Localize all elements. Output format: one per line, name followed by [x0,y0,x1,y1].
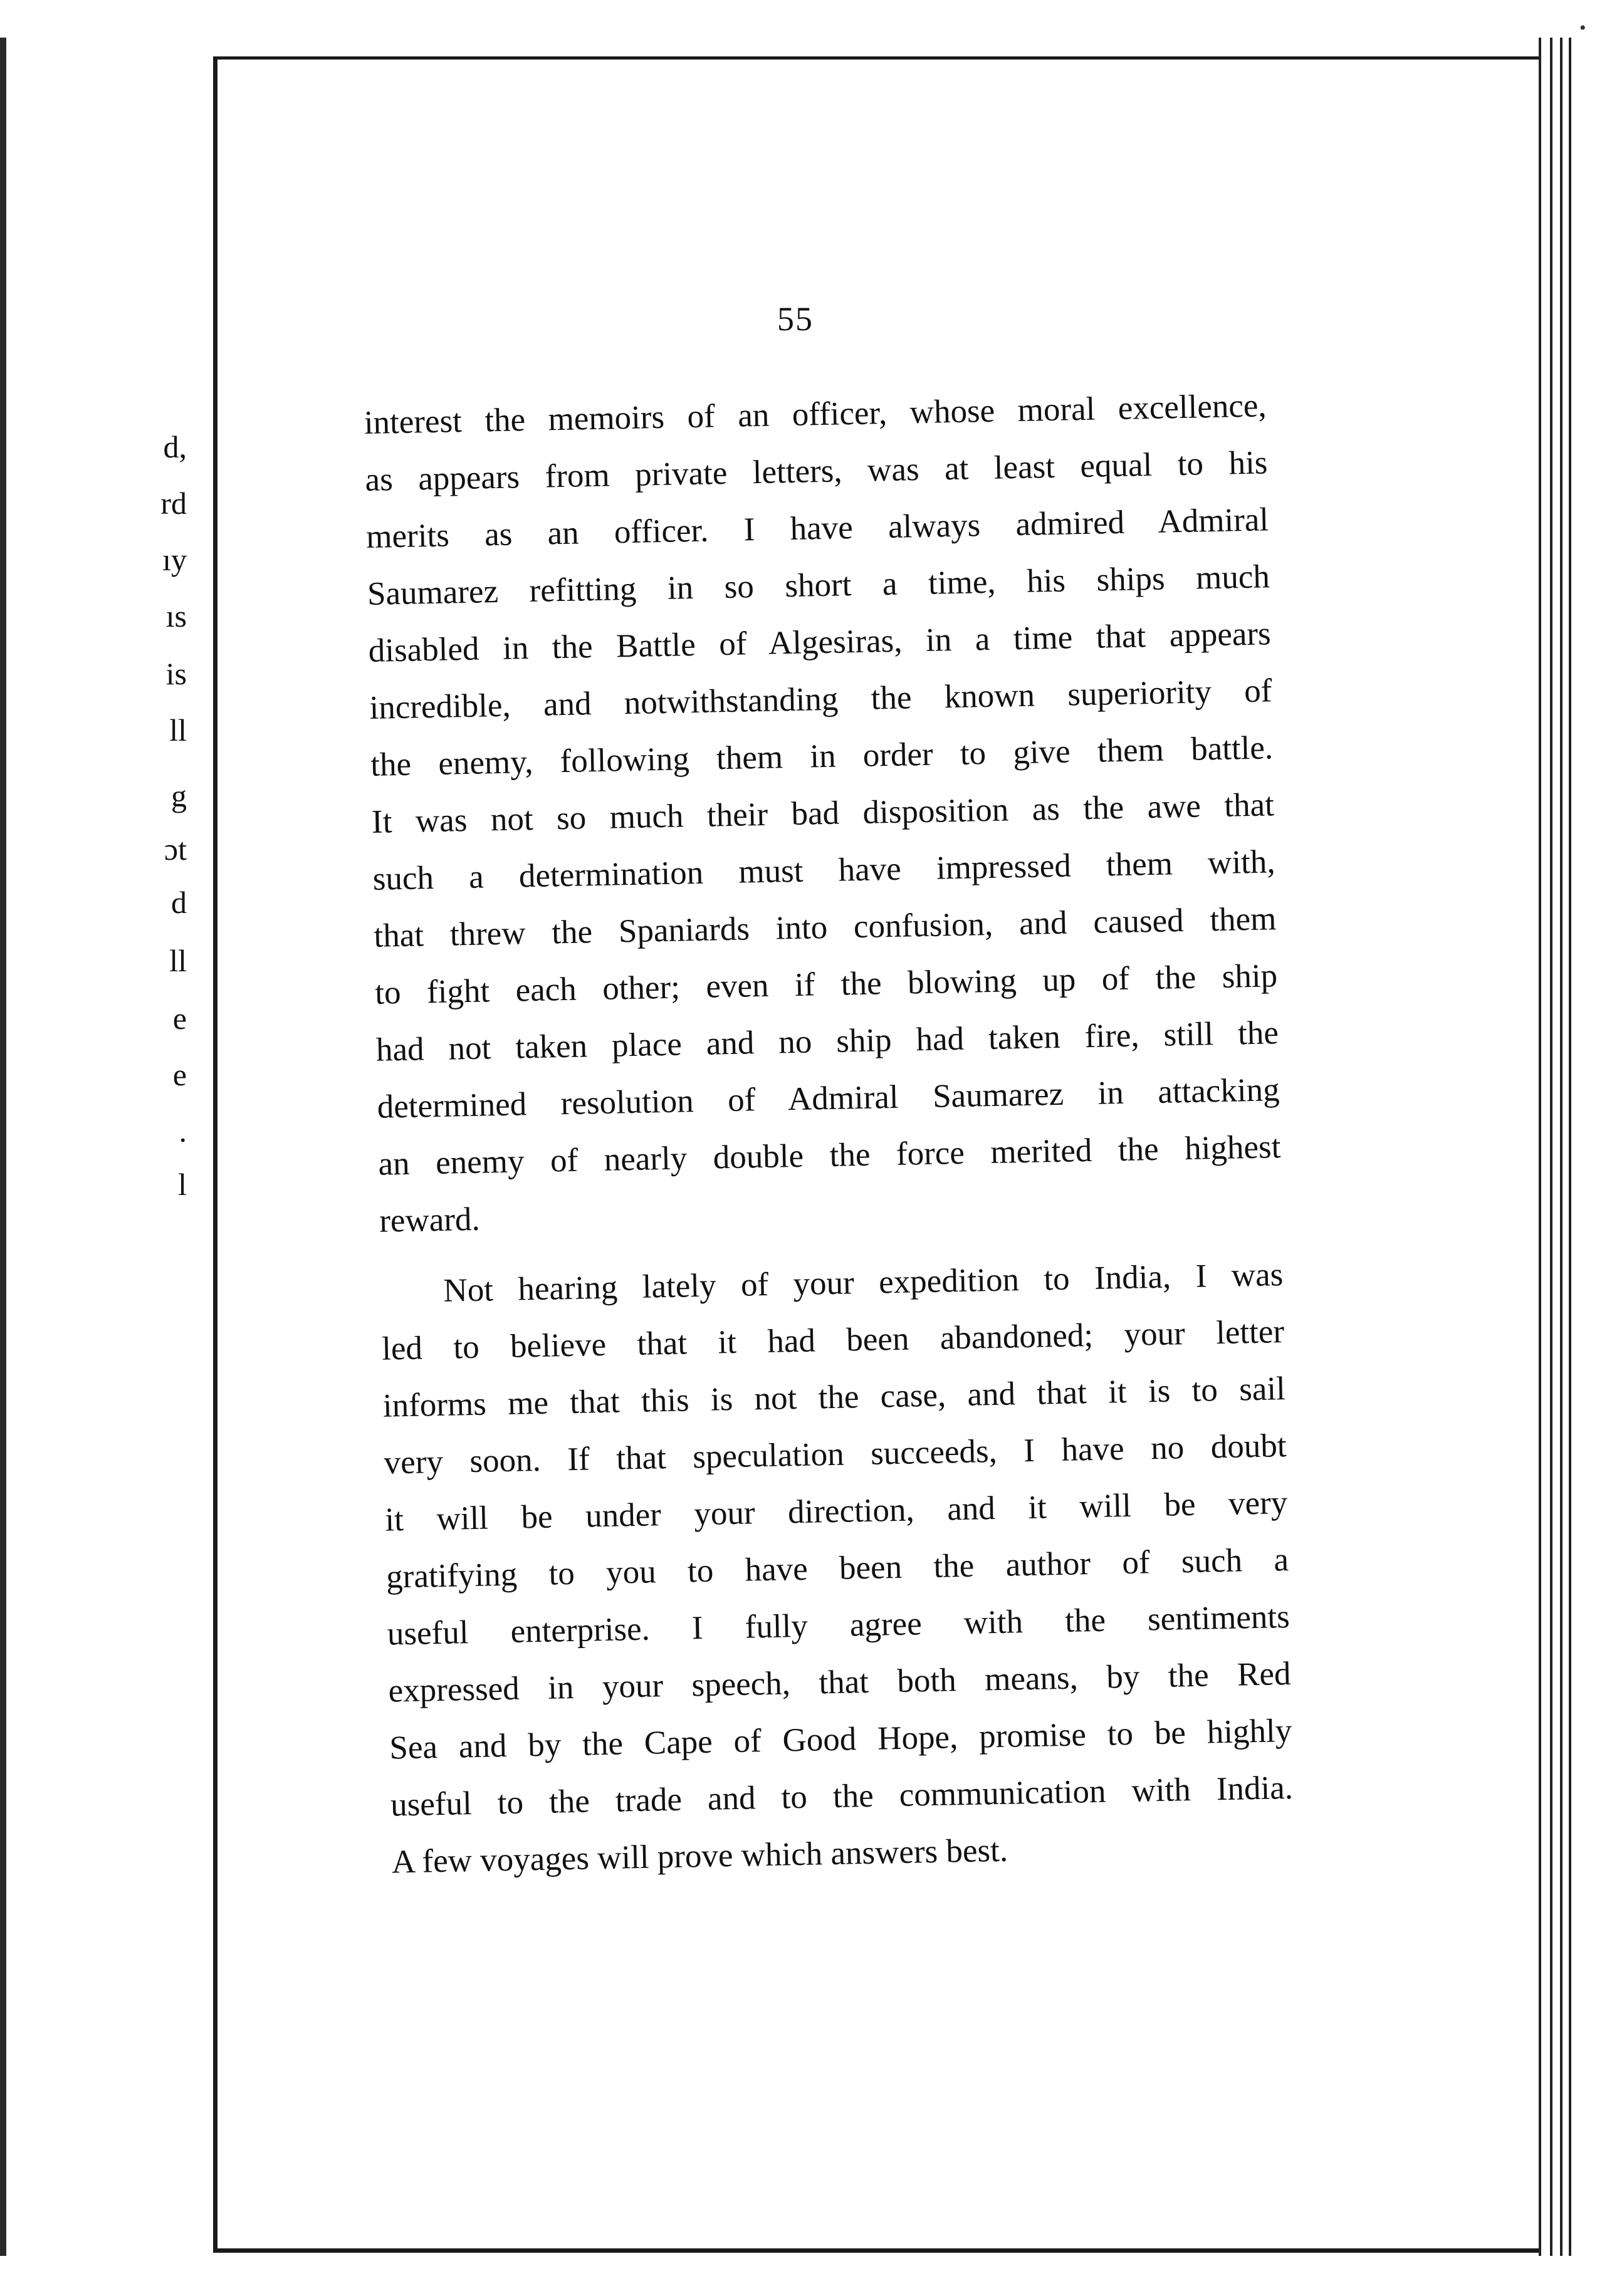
text-line: the enemy, following them in order to give them battle. [370,729,1274,783]
text-line: useful enterprise. I fully agree with the sentiments [387,1598,1290,1652]
text-line: reward. [379,1201,481,1239]
text-line: gratifying to you to have been the author of such a [385,1542,1289,1595]
left-line-ending: d [171,885,187,920]
left-line-ending: g [171,778,187,813]
left-line-ending: rd [160,486,187,521]
text-line: merits as an officer. I have always admired Admiral [365,501,1269,555]
page-edge-line [1550,38,1552,2256]
left-line-ending: ɔt [164,832,187,867]
text-line: it will be under your direction, and it will be very [384,1485,1288,1538]
text-line: determined resolution of Admiral Saumarez in attacking [377,1072,1280,1125]
left-line-ending: e [172,1001,187,1036]
text-line: as appears from private letters, was at least equal to his [365,444,1268,498]
text-line: Not hearing lately of your expedition to India, I was [442,1256,1284,1309]
page-edge-line [1560,38,1563,2256]
text-line: informs me that this is not the case, and that it is to sail [382,1370,1286,1424]
text-line: had not taken place and no ship had taken fire, still the [375,1015,1279,1068]
left-line-ending: d, [163,429,187,464]
left-line-ending: ıs [165,598,187,634]
text-line: led to believe that it had been abandoned; your letter [381,1313,1285,1367]
body-text [364,377,1295,1891]
left-page-gutter-shadow [0,38,6,2256]
page-number: 55 [777,300,814,338]
text-line: that threw the Spaniards into confusion, and caused them [374,900,1277,954]
left-line-ending: l [178,1167,187,1202]
page-edge-line [1569,38,1571,2256]
scan-speck: • [1579,18,1586,38]
text-line: an enemy of nearly double the force merited the highest [378,1129,1281,1182]
text-line: Saumarez refitting in so short a time, his ships much [367,558,1270,612]
text-line: interest the memoirs of an officer, whose moral excellence, [364,387,1267,441]
left-facing-page [0,0,203,2256]
text-line: It was not so much their bad disposition as the awe that [371,786,1275,840]
left-line-ending: ll [169,712,187,748]
text-line: useful to the trade and to the communication with India. [390,1769,1294,1824]
left-line-ending: e [172,1057,187,1092]
left-line-ending: . [179,1114,187,1149]
text-line: to fight each other; even if the blowing up of the ship [374,958,1278,1011]
text-line: disabled in the Battle of Algesiras, in a time that appears [368,615,1272,669]
text-line: very soon. If that speculation succeeds, I have no doubt [384,1427,1287,1481]
left-line-ending: ll [169,943,187,978]
left-line-ending: is [165,656,187,691]
book-spine-gap [199,0,213,2296]
left-line-ending: ıy [162,542,187,577]
text-line: such a determination must have impressed them with, [372,843,1276,897]
text-line: Sea and by the Cape of Good Hope, promise to be highly [389,1712,1292,1766]
page-edge-line [1539,38,1541,2256]
text-line: incredible, and notwithstanding the known superiority of [369,672,1272,726]
text-line: expressed in your speech, that both means, by the Red [388,1655,1292,1709]
text-line: A few voyages will prove which answers best. [391,1832,1008,1881]
stacked-page-edges [1539,38,1576,2256]
